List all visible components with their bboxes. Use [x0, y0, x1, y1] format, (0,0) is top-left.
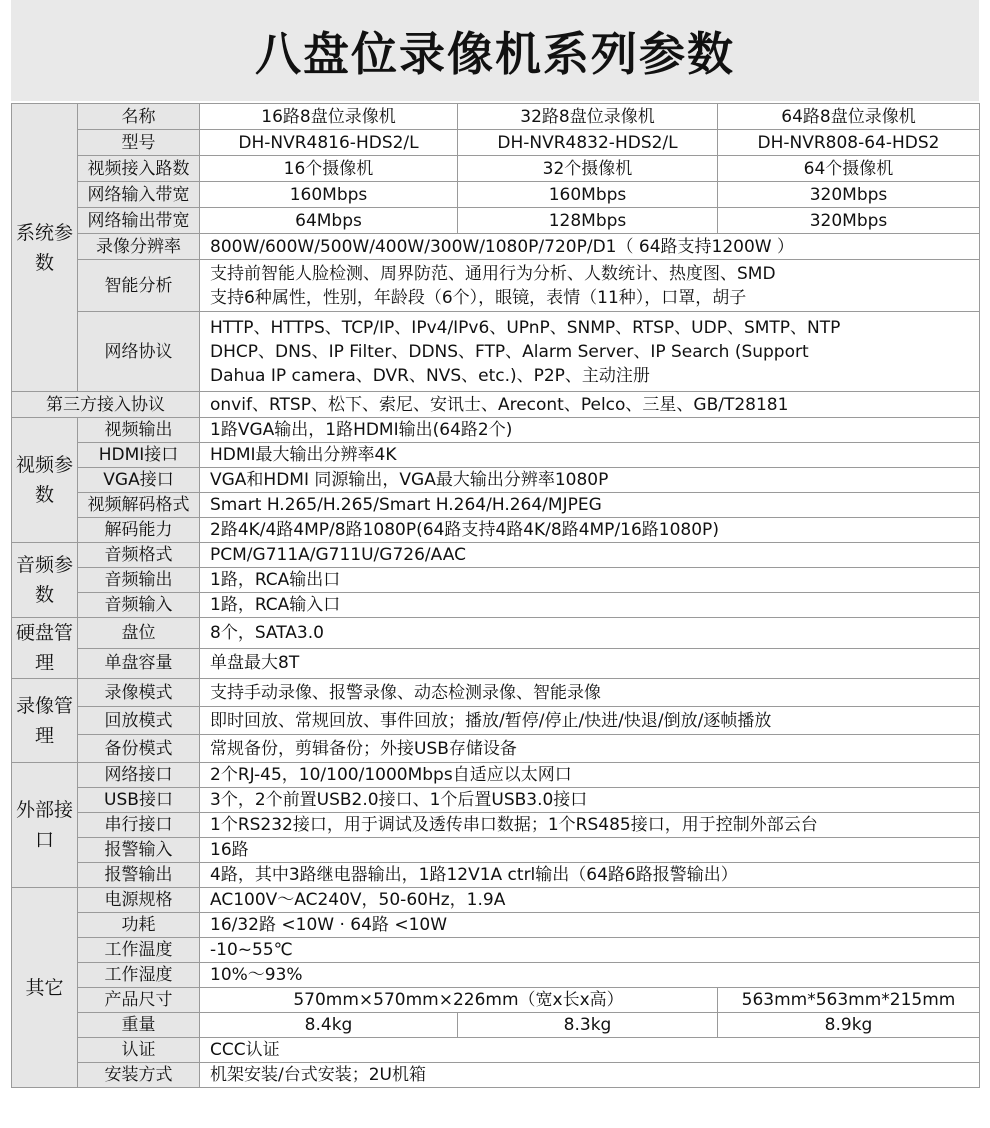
table-row	[12, 679, 980, 707]
protocol-line: Dahua IP camera、DVR、NVS、etc.)、P2P、主动注册	[210, 365, 650, 386]
row-label: VGA接口	[78, 468, 200, 493]
table-row	[12, 1063, 980, 1088]
row-label: 电源规格	[78, 888, 200, 913]
group-disk: 硬盘管理	[12, 618, 78, 679]
table-row	[12, 788, 980, 813]
table-row	[12, 156, 980, 182]
table-row	[12, 182, 980, 208]
row-label: 音频输出	[78, 568, 200, 593]
row-label: 录像模式	[78, 679, 200, 707]
cell-value: HDMI最大输出分辨率4K	[200, 443, 980, 468]
cell-value: 160Mbps	[458, 182, 718, 208]
row-label: 型号	[78, 130, 200, 156]
row-label: 单盘容量	[78, 648, 200, 679]
cell-value: 8.4kg	[200, 1013, 458, 1038]
row-label: 重量	[78, 1013, 200, 1038]
group-audio: 音频参数	[12, 543, 78, 618]
cell-value: 64个摄像机	[718, 156, 980, 182]
row-label: 视频接入路数	[78, 156, 200, 182]
cell-value: 8.9kg	[718, 1013, 980, 1038]
row-label: 报警输入	[78, 838, 200, 863]
table-row	[12, 618, 980, 649]
page-title: 八盘位录像机系列参数	[255, 26, 735, 81]
table-row	[12, 104, 980, 130]
table-row	[12, 963, 980, 988]
row-label: 智能分析	[78, 260, 200, 312]
row-label: 回放模式	[78, 707, 200, 735]
ai-line: 支持前智能人脸检测、周界防范、通用行为分析、人数统计、热度图、SMD	[210, 263, 776, 284]
row-label: 网络输入带宽	[78, 182, 200, 208]
row-label: 网络输出带宽	[78, 208, 200, 234]
table-row	[12, 813, 980, 838]
row-label: HDMI接口	[78, 443, 200, 468]
row-label: 视频解码格式	[78, 493, 200, 518]
cell-value: 3个，2个前置USB2.0接口、1个后置USB3.0接口	[200, 788, 980, 813]
cell-value: 570mm×570mm×226mm（宽x长x高）	[200, 988, 718, 1013]
cell-value: 1个RS232接口，用于调试及透传串口数据；1个RS485接口，用于控制外部云台	[200, 813, 980, 838]
table-row	[12, 648, 980, 679]
cell-value: -10~55℃	[200, 938, 980, 963]
spec-sheet	[11, 0, 979, 1088]
row-label: 音频输入	[78, 593, 200, 618]
row-label: 报警输出	[78, 863, 200, 888]
protocol-line: HTTP、HTTPS、TCP/IP、IPv4/IPv6、UPnP、SNMP、RTSP、UDP、SMTP、NTP	[210, 317, 841, 338]
row-label: 盘位	[78, 618, 200, 649]
row-label: 串行接口	[78, 813, 200, 838]
table-row	[12, 707, 980, 735]
cell-value: PCM/G711A/G711U/G726/AAC	[200, 543, 980, 568]
table-row	[12, 863, 980, 888]
row-label: 认证	[78, 1038, 200, 1063]
table-row	[12, 938, 980, 963]
cell-value: 563mm*563mm*215mm	[718, 988, 980, 1013]
table-row	[12, 518, 980, 543]
cell-value: onvif、RTSP、松下、索尼、安讯士、Arecont、Pelco、三星、GB/T28181	[200, 392, 980, 418]
row-label: 视频输出	[78, 418, 200, 443]
cell-value: 16路	[200, 838, 980, 863]
table-row	[12, 735, 980, 763]
row-label: 第三方接入协议	[12, 392, 200, 418]
cell-value: VGA和HDMI 同源输出，VGA最大输出分辨率1080P	[200, 468, 980, 493]
title-band	[11, 0, 979, 101]
cell-value: 32个摄像机	[458, 156, 718, 182]
group-other: 其它	[12, 888, 78, 1088]
row-label: 工作湿度	[78, 963, 200, 988]
table-row	[12, 838, 980, 863]
table-row	[12, 208, 980, 234]
table-row	[12, 888, 980, 913]
cell-value: DH-NVR4832-HDS2/L	[458, 130, 718, 156]
cell-value: 8个，SATA3.0	[200, 618, 980, 649]
cell-value: 16路8盘位录像机	[200, 104, 458, 130]
cell-value: 320Mbps	[718, 208, 980, 234]
row-label: 录像分辨率	[78, 234, 200, 260]
table-row	[12, 234, 980, 260]
cell-value: 2路4K/4路4MP/8路1080P(64路支持4路4K/8路4MP/16路1080P)	[200, 518, 980, 543]
table-row	[12, 1038, 980, 1063]
table-row	[12, 988, 980, 1013]
cell-value: 16/32路 <10W · 64路 <10W	[200, 913, 980, 938]
cell-value: 机架安装/台式安装；2U机箱	[200, 1063, 980, 1088]
cell-value: 64路8盘位录像机	[718, 104, 980, 130]
row-label: 网络协议	[78, 312, 200, 392]
cell-value: 64Mbps	[200, 208, 458, 234]
cell-value: 800W/600W/500W/400W/300W/1080P/720P/D1（ 64路支持1200W ）	[200, 234, 980, 260]
group-record: 录像管理	[12, 679, 78, 763]
table-row	[12, 913, 980, 938]
table-row	[12, 568, 980, 593]
cell-value: 1路，RCA输出口	[200, 568, 980, 593]
cell-value: 支持手动录像、报警录像、动态检测录像、智能录像	[200, 679, 980, 707]
cell-value: 128Mbps	[458, 208, 718, 234]
cell-value: 32路8盘位录像机	[458, 104, 718, 130]
table-row	[12, 493, 980, 518]
cell-value: DH-NVR808-64-HDS2	[718, 130, 980, 156]
row-label: 音频格式	[78, 543, 200, 568]
cell-value: 16个摄像机	[200, 156, 458, 182]
cell-value: 1路，RCA输入口	[200, 593, 980, 618]
ai-line: 支持6种属性，性别，年龄段（6个），眼镜，表情（11种），口罩，胡子	[210, 287, 747, 308]
row-label: 功耗	[78, 913, 200, 938]
cell-value: 单盘最大8T	[200, 648, 980, 679]
cell-value	[200, 312, 980, 392]
cell-value: 160Mbps	[200, 182, 458, 208]
protocol-line: DHCP、DNS、IP Filter、DDNS、FTP、Alarm Server、IP Search (Support	[210, 341, 809, 362]
row-label: 产品尺寸	[78, 988, 200, 1013]
cell-value: 1路VGA输出，1路HDMI输出(64路2个)	[200, 418, 980, 443]
group-system: 系统参数	[12, 104, 78, 392]
group-video: 视频参数	[12, 418, 78, 543]
row-label: USB接口	[78, 788, 200, 813]
row-label: 工作温度	[78, 938, 200, 963]
cell-value: AC100V～AC240V，50-60Hz，1.9A	[200, 888, 980, 913]
row-label: 安装方式	[78, 1063, 200, 1088]
row-label: 备份模式	[78, 735, 200, 763]
cell-value	[200, 260, 980, 312]
table-row	[12, 312, 980, 392]
table-row	[12, 392, 980, 418]
cell-value: 常规备份，剪辑备份；外接USB存储设备	[200, 735, 980, 763]
group-ports: 外部接口	[12, 763, 78, 888]
cell-value: DH-NVR4816-HDS2/L	[200, 130, 458, 156]
table-row	[12, 260, 980, 312]
cell-value: Smart H.265/H.265/Smart H.264/H.264/MJPEG	[200, 493, 980, 518]
table-row	[12, 130, 980, 156]
table-row	[12, 468, 980, 493]
cell-value: 4路，其中3路继电器输出，1路12V1A ctrl输出（64路6路报警输出）	[200, 863, 980, 888]
cell-value: 即时回放、常规回放、事件回放；播放/暂停/停止/快进/快退/倒放/逐帧播放	[200, 707, 980, 735]
cell-value: 320Mbps	[718, 182, 980, 208]
table-row	[12, 443, 980, 468]
table-row	[12, 418, 980, 443]
table-row	[12, 1013, 980, 1038]
table-row	[12, 543, 980, 568]
row-label: 解码能力	[78, 518, 200, 543]
spec-table	[11, 103, 980, 1088]
cell-value: CCC认证	[200, 1038, 980, 1063]
table-row	[12, 763, 980, 788]
cell-value: 8.3kg	[458, 1013, 718, 1038]
row-label: 网络接口	[78, 763, 200, 788]
cell-value: 2个RJ-45，10/100/1000Mbps自适应以太网口	[200, 763, 980, 788]
table-row	[12, 593, 980, 618]
row-label: 名称	[78, 104, 200, 130]
cell-value: 10%～93%	[200, 963, 980, 988]
